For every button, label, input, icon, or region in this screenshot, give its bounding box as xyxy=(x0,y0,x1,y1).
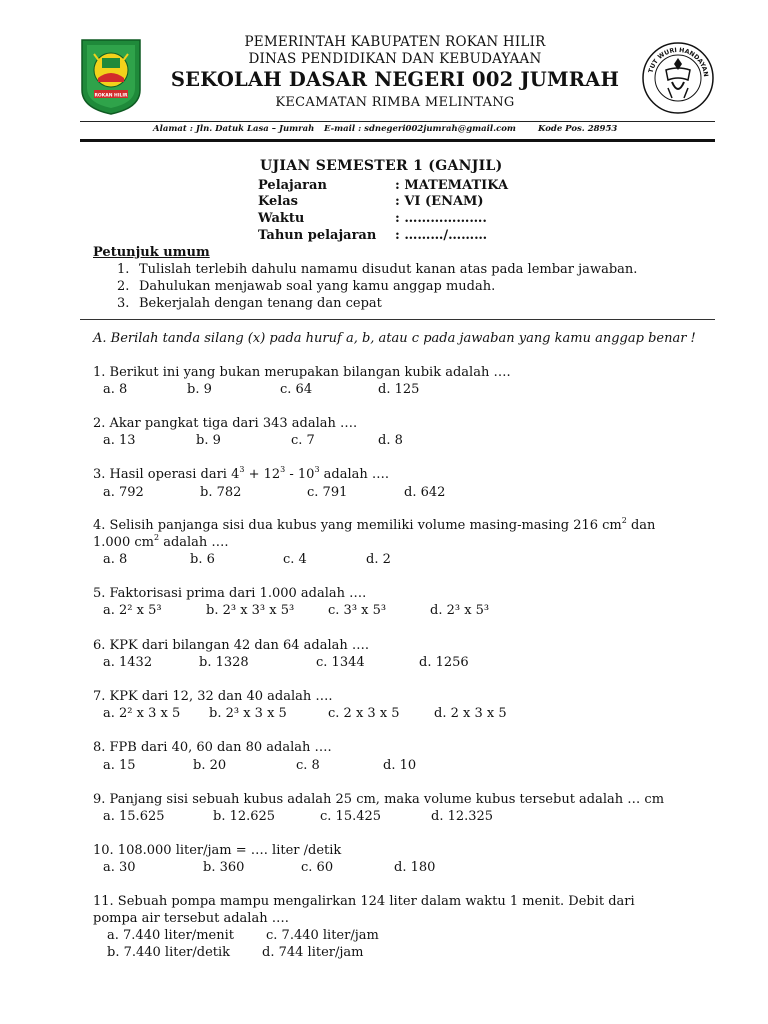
info-label: Waktu xyxy=(258,211,305,226)
q3-option-b[interactable]: b. 782 xyxy=(200,485,242,500)
q7-option-d[interactable]: d. 2 x 3 x 5 xyxy=(434,706,507,721)
q11-option-b[interactable]: b. 7.440 liter/detik xyxy=(107,945,231,960)
q4-exponent: 2 xyxy=(153,532,160,542)
q2-option-b[interactable]: b. 9 xyxy=(196,433,221,448)
info-label: Pelajaran xyxy=(258,178,327,193)
instruction-item xyxy=(117,279,495,294)
q4-text-part: 1.000 cm xyxy=(93,535,154,550)
section-divider xyxy=(80,319,715,320)
header-postal-code: Kode Pos. 28953 xyxy=(538,124,618,134)
header-address: Alamat : Jln. Datuk Lasa – Jumrah xyxy=(153,124,315,134)
q1-option-b[interactable]: b. 9 xyxy=(187,382,212,397)
info-value: : MATEMATIKA xyxy=(395,178,509,193)
instruction-number: 2. xyxy=(117,279,130,294)
header-divider-thick xyxy=(80,139,715,142)
instruction-text: Bekerjalah dengan tenang dan cepat xyxy=(139,296,382,311)
q4-text-part: adalah …. xyxy=(159,535,229,550)
question-3 xyxy=(93,464,390,482)
q3-exponent: 3 xyxy=(239,464,245,474)
q8-option-d[interactable]: d. 10 xyxy=(383,758,417,773)
tut-wuri-label: TUT WURI HANDAYAN xyxy=(647,46,710,78)
q4-option-b[interactable]: b. 6 xyxy=(190,552,215,567)
q2-option-a[interactable]: a. 13 xyxy=(103,433,136,448)
q3-exponent: 3 xyxy=(280,464,286,474)
header-department: DINAS PENDIDIKAN DAN KEBUDAYAAN xyxy=(248,51,542,67)
q8-option-b[interactable]: b. 20 xyxy=(193,758,227,773)
question-4-line-2 xyxy=(93,532,229,550)
question-2: 2. Akar pangkat tiga dari 343 adalah …. xyxy=(93,416,358,431)
instructions-title: Petunjuk umum xyxy=(93,245,210,260)
header-district: KECAMATAN RIMBA MELINTANG xyxy=(275,95,515,110)
q4-option-d[interactable]: d. 2 xyxy=(366,552,391,567)
question-11-line-2: pompa air tersebut adalah …. xyxy=(93,911,289,926)
q4-option-c[interactable]: c. 4 xyxy=(283,552,307,567)
q9-option-a[interactable]: a. 15.625 xyxy=(103,809,165,824)
q2-option-c[interactable]: c. 7 xyxy=(291,433,315,448)
q1-option-d[interactable]: d. 125 xyxy=(378,382,420,397)
q3-text-part: 3. Hasil operasi dari 4 xyxy=(93,467,240,482)
question-11-line-1: 11. Sebuah pompa mampu mengalirkan 124 liter dalam waktu 1 menit. Debit dari xyxy=(93,894,635,909)
q4-text-part: dan xyxy=(626,518,656,533)
exam-title: UJIAN SEMESTER 1 (GANJIL) xyxy=(260,158,503,174)
emblem-label: ROKAN HILIR xyxy=(94,93,128,99)
instruction-text: Dahulukan menjawab soal yang kamu anggap mudah. xyxy=(139,279,496,294)
q5-option-d[interactable]: d. 2³ x 5³ xyxy=(430,603,490,618)
header-school-name: SEKOLAH DASAR NEGERI 002 JUMRAH xyxy=(170,68,620,91)
info-value: : VI (ENAM) xyxy=(395,194,484,209)
q2-option-d[interactable]: d. 8 xyxy=(378,433,403,448)
q11-option-d[interactable]: d. 744 liter/jam xyxy=(262,945,364,960)
header-divider-thin xyxy=(80,121,715,122)
q10-option-d[interactable]: d. 180 xyxy=(394,860,436,875)
q9-option-c[interactable]: c. 15.425 xyxy=(320,809,382,824)
q4-option-a[interactable]: a. 8 xyxy=(103,552,128,567)
header-email: E-mail : sdnegeri002jumrah@gmail.com xyxy=(324,124,516,134)
q4-exponent: 2 xyxy=(621,515,627,525)
header-government: PEMERINTAH KABUPATEN ROKAN HILIR xyxy=(244,34,546,50)
q5-option-a[interactable]: a. 2² x 5³ xyxy=(103,603,162,618)
question-5: 5. Faktorisasi prima dari 1.000 adalah …. xyxy=(93,586,367,601)
instruction-item xyxy=(117,262,637,277)
q3-text-part: - 10 xyxy=(285,467,315,482)
question-4-line-1 xyxy=(93,515,656,533)
question-9: 9. Panjang sisi sebuah kubus adalah 25 cm, maka volume kubus tersebut adalah … cm xyxy=(93,792,665,807)
instruction-number: 3. xyxy=(117,296,130,311)
rokan-hilir-emblem-icon xyxy=(80,38,142,116)
q5-option-c[interactable]: c. 3³ x 5³ xyxy=(328,603,387,618)
q10-option-b[interactable]: b. 360 xyxy=(203,860,245,875)
q9-option-d[interactable]: d. 12.325 xyxy=(431,809,494,824)
section-a-instruction: A. Berilah tanda silang (x) pada huruf a, b, atau c pada jawaban yang kamu anggap benar ! xyxy=(93,331,696,346)
q10-option-c[interactable]: c. 60 xyxy=(301,860,334,875)
q11-option-c[interactable]: c. 7.440 liter/jam xyxy=(266,928,379,943)
q3-text-part: adalah …. xyxy=(319,467,390,482)
q6-option-d[interactable]: d. 1256 xyxy=(419,655,469,670)
info-value: : ………………. xyxy=(395,211,487,226)
tut-wuri-handayani-icon xyxy=(642,40,714,116)
instruction-number: 1. xyxy=(117,262,130,277)
q7-option-a[interactable]: a. 2² x 3 x 5 xyxy=(103,706,181,721)
q7-option-c[interactable]: c. 2 x 3 x 5 xyxy=(328,706,400,721)
q3-option-d[interactable]: d. 642 xyxy=(404,485,446,500)
q6-option-a[interactable]: a. 1432 xyxy=(103,655,153,670)
q3-option-a[interactable]: a. 792 xyxy=(103,485,144,500)
q6-option-c[interactable]: c. 1344 xyxy=(316,655,365,670)
q1-option-a[interactable]: a. 8 xyxy=(103,382,128,397)
instruction-item xyxy=(117,296,382,311)
q8-option-a[interactable]: a. 15 xyxy=(103,758,136,773)
q8-option-c[interactable]: c. 8 xyxy=(296,758,320,773)
q1-option-c[interactable]: c. 64 xyxy=(280,382,313,397)
q3-option-c[interactable]: c. 791 xyxy=(307,485,348,500)
info-label: Kelas xyxy=(258,194,298,209)
question-10: 10. 108.000 liter/jam = …. liter /detik xyxy=(93,843,342,858)
info-value: : ………/……… xyxy=(395,228,488,243)
q3-text-part: + 12 xyxy=(244,467,281,482)
q9-option-b[interactable]: b. 12.625 xyxy=(213,809,276,824)
q7-option-b[interactable]: b. 2³ x 3 x 5 xyxy=(209,706,287,721)
question-8: 8. FPB dari 40, 60 dan 80 adalah …. xyxy=(93,740,332,755)
instruction-text: Tulislah terlebih dahulu namamu disudut kanan atas pada lembar jawaban. xyxy=(139,262,638,277)
question-7: 7. KPK dari 12, 32 dan 40 adalah …. xyxy=(93,689,333,704)
info-label: Tahun pelajaran xyxy=(258,228,377,243)
q5-option-b[interactable]: b. 2³ x 3³ x 5³ xyxy=(206,603,295,618)
q6-option-b[interactable]: b. 1328 xyxy=(199,655,249,670)
question-1: 1. Berikut ini yang bukan merupakan bilangan kubik adalah …. xyxy=(93,365,511,380)
q3-exponent: 3 xyxy=(314,464,320,474)
q4-text-part: 4. Selisih panjanga sisi dua kubus yang memiliki volume masing-masing 216 cm xyxy=(93,518,622,533)
question-6: 6. KPK dari bilangan 42 dan 64 adalah …. xyxy=(93,638,370,653)
q10-option-a[interactable]: a. 30 xyxy=(103,860,136,875)
q11-option-a[interactable]: a. 7.440 liter/menit xyxy=(107,928,234,943)
